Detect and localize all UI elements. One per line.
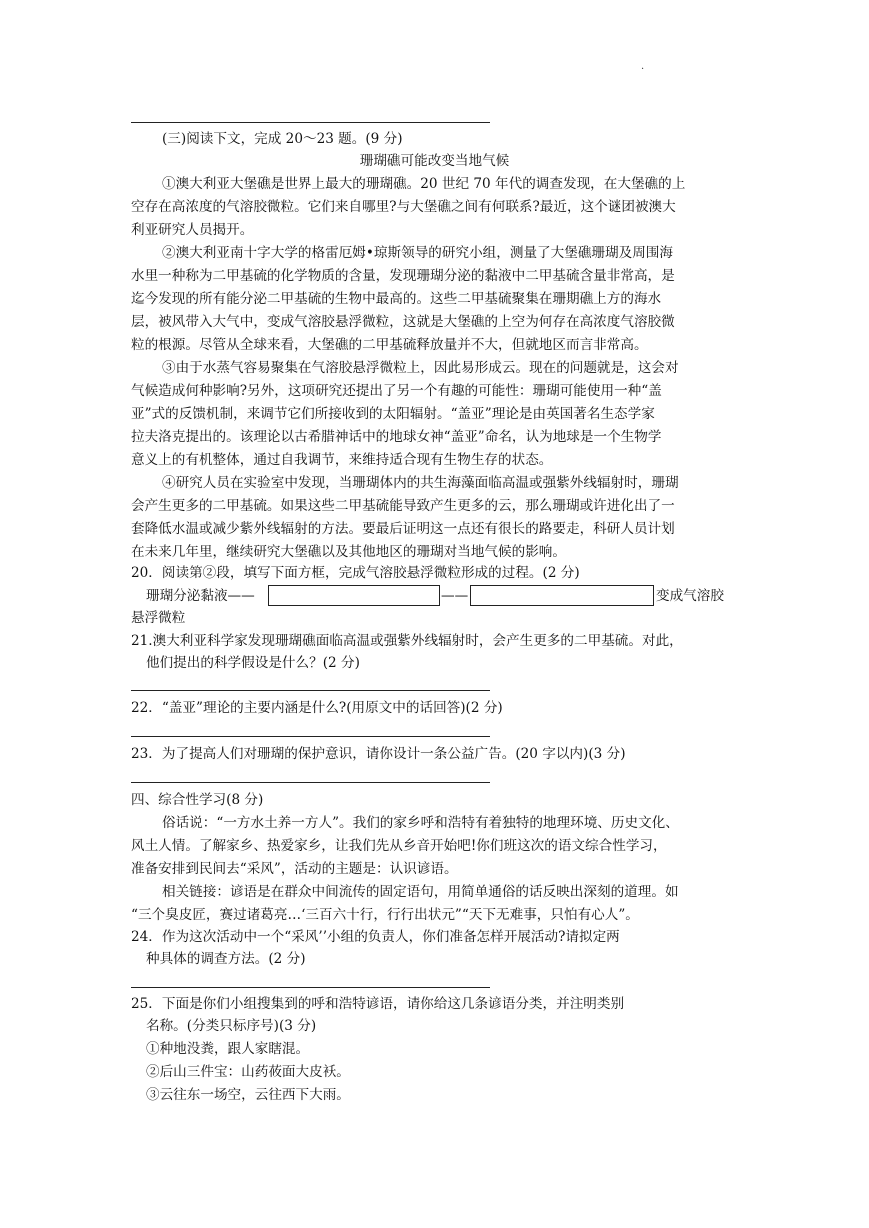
question-24-line1: 24．作为这次活动中一个“采风’’小组的负责人，你们准备怎样开展活动?请拟定两 [131,929,620,945]
section3-intro: (三)阅读下文，完成 20～23 题。(9 分) [162,131,403,147]
question-24-line2: 种具体的调查方法。(2 分) [146,951,306,967]
answer-line-22[interactable] [131,736,490,737]
article-p2-line: 层，被风带入大气中，变成气溶胶悬浮微粒，这就是大堡礁的上空为何存在高浓度气溶胶微 [131,314,675,330]
question-21-line2: 他们提出的科学假设是什么？(2 分) [146,655,360,671]
question-23: 23．为了提高人们对珊瑚的保护意识，请你设计一条公益广告。(20 字以内)(3 分) [131,746,626,762]
header-dot: · [641,64,645,75]
article-p4-line: ④研究人员在实验室中发现，当珊瑚体内的共生海藻面临高温或强紫外线辐射时，珊瑚 [162,475,679,491]
question-21-line1: 21.澳大利亚科学家发现珊瑚礁面临高温或强紫外线辐射时，会产生更多的二甲基硫。对此， [131,633,683,649]
top-rule [131,122,490,123]
q20-chain-end-2: 悬浮微粒 [131,610,186,626]
proverb-item: ③云往东一场空，云往西下大雨。 [146,1087,350,1103]
question-20: 20．阅读第②段，填写下面方框，完成气溶胶悬浮微粒形成的过程。(2 分) [131,565,580,581]
answer-line-24[interactable] [131,987,490,988]
section4-p1-line: 风土人情。了解家乡、热爱家乡，让我们先从乡音开始吧!你们班这次的语文综合性学习， [131,838,667,854]
article-p3-line: 气候造成何种影响?另外，这项研究还提出了另一个有趣的可能性：珊瑚可能使用一种“盖 [131,383,662,399]
q20-answer-box-2[interactable] [470,585,654,606]
answer-line-23[interactable] [131,782,490,783]
section4-p1-line: 俗话说：“一方水土养一方人”。我们的家乡呼和浩特有着独特的地理环境、历史文化、 [162,815,679,831]
article-p4-line: 在未来几年里，继续研究大堡礁以及其他地区的珊瑚对当地气候的影响。 [131,544,566,560]
article-p2-line: 迄今发现的所有能分泌二甲基硫的生物中最高的。这些二甲基硫聚集在珊期礁上方的海水 [131,291,662,307]
article-p2-line: 粒的根源。尽管从全球来看，大堡礁的二甲基硫释放量并不大，但就地区而言非常高。 [131,337,648,353]
q20-answer-box-1[interactable] [268,585,440,606]
question-25-line1: 25．下面是你们小组搜集到的呼和浩特谚语，请你给这几条谚语分类，并注明类别 [131,996,625,1012]
article-p1-line: ①澳大利亚大堡礁是世界上最大的珊瑚礁。20 世纪 70 年代的调查发现，在大堡礁的上 [162,176,686,192]
q20-chain-start: 珊瑚分泌黏液—— [146,588,255,604]
section4-p2-line: 相关链接：谚语是在群众中间流传的固定语句，用简单通俗的话反映出深刻的道理。如 [162,884,679,900]
proverb-item: ②后山三件宝：山药莜面大皮袄。 [146,1064,350,1080]
article-p3-line: 意义上的有机整体，通过自我调节，来维持适合现有生物生存的状态。 [131,452,553,468]
article-title: 珊瑚礁可能改变当地气候 [359,153,510,169]
answer-line-21[interactable] [131,690,490,691]
q20-chain-dash: —— [441,588,469,604]
question-25-line2: 名称。(分类只标序号)(3 分) [146,1018,317,1034]
article-p4-line: 套降低水温或减少紫外线辐射的方法。要最后证明这一点还有很长的路要走，科研人员计划 [131,521,675,537]
section4-heading: 四、综合性学习(8 分) [131,792,264,808]
question-22: 22．“盖亚”理论的主要内涵是什么?(用原文中的话回答)(2 分) [131,700,503,716]
article-p2-line: ②澳大利亚南十字大学的格雷厄姆•琼斯领导的研究小组，测量了大堡礁珊瑚及周围海 [162,245,673,261]
article-p4-line: 会产生更多的二甲基硫。如果这些二甲基硫能导致产生更多的云，那么珊瑚或许进化出了一 [131,498,675,514]
article-p2-line: 水里一种称为二甲基硫的化学物质的含量，发现珊瑚分泌的黏液中二甲基硫含量非常高，是 [131,268,675,284]
article-p3-line: ③由于水蒸气容易聚集在气溶胶悬浮微粒上，因此易形成云。现在的问题就是，这会对 [162,360,679,376]
article-p1-line: 利亚研究人员揭开。 [131,222,254,238]
section4-p1-line: 准备安排到民间去“采风”，活动的主题是：认识谚语。 [131,861,458,877]
section4-p2-line: “三个臭皮匠，赛过诸葛亮…‘三百六十行，行行出状元”“天下无难事，只怕有心人”。 [131,907,639,923]
article-p3-line: 拉夫洛克提出的。该理论以古希腊神话中的地球女神“盖亚”命名，认为地球是一个生物学 [131,429,662,445]
article-p1-line: 空存在高浓度的气溶胶微粒。它们来自哪里?与大堡礁之间有何联系?最近，这个谜团被澳大 [131,199,676,215]
proverb-item: ①种地没粪，跟人家瞎混。 [146,1041,310,1057]
article-p3-line: 亚”式的反馈机制，来调节它们所接收到的太阳辐射。“盖亚”理论是由英国著名生态学家 [131,406,655,422]
q20-chain-end: 变成气溶胶 [656,588,724,604]
